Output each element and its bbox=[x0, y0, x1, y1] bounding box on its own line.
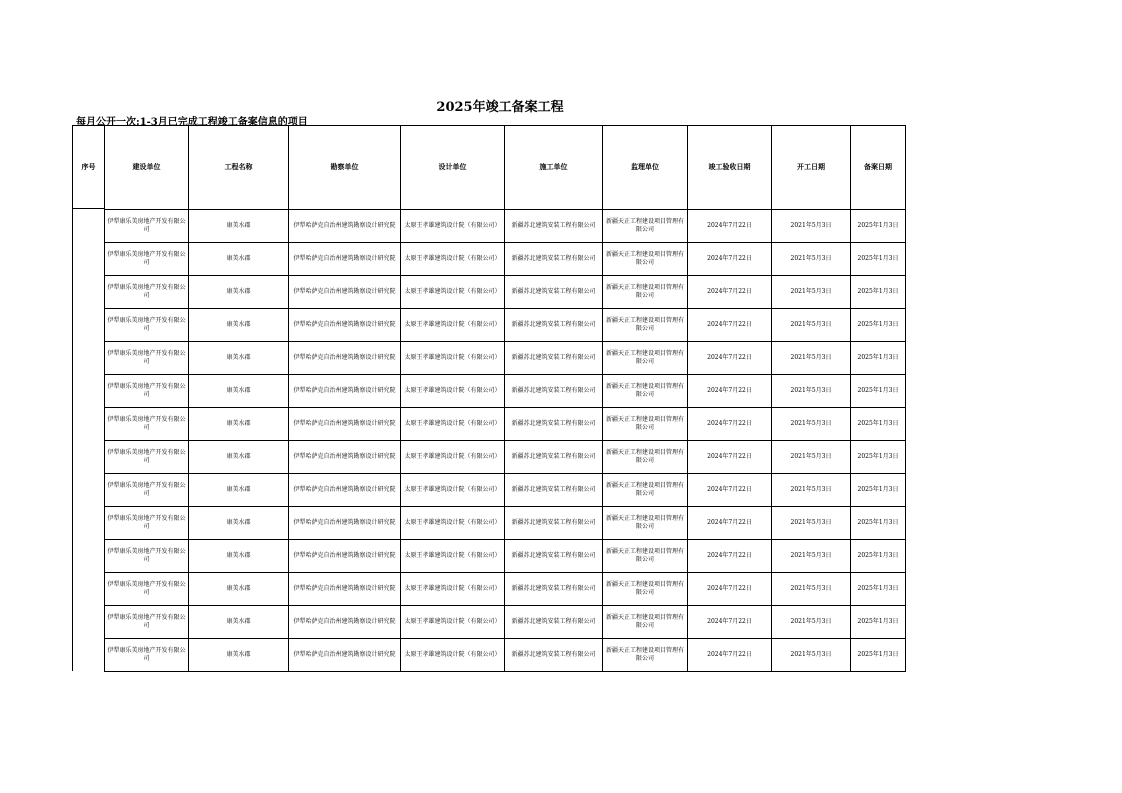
header-construction-unit: 施工单位 bbox=[505, 126, 603, 209]
acceptance-date-cell: 2024年7月22日 bbox=[688, 341, 772, 374]
design-unit-cell: 太原王孝雄建筑设计院（有限公司） bbox=[401, 374, 505, 407]
developer-cell: 伊犁康乐美房地产开发有限公司 bbox=[105, 308, 189, 341]
start-date-cell: 2021年5月3日 bbox=[772, 440, 851, 473]
acceptance-date-cell: 2024年7月22日 bbox=[688, 374, 772, 407]
developer-cell: 伊犁康乐美房地产开发有限公司 bbox=[105, 407, 189, 440]
row-index bbox=[73, 539, 105, 572]
design-unit-cell: 太原王孝雄建筑设计院（有限公司） bbox=[401, 506, 505, 539]
row-index bbox=[73, 275, 105, 308]
construction-unit-cell: 新疆苏北建筑安装工程有限公司 bbox=[505, 275, 603, 308]
project-name-cell: 康美水郡 bbox=[189, 209, 289, 242]
construction-unit-cell: 新疆苏北建筑安装工程有限公司 bbox=[505, 374, 603, 407]
developer-cell: 伊犁康乐美房地产开发有限公司 bbox=[105, 275, 189, 308]
acceptance-date-cell: 2024年7月22日 bbox=[688, 308, 772, 341]
supervision-unit-cell: 新疆天正工程建设项目管理有限公司 bbox=[603, 374, 688, 407]
construction-unit-cell: 新疆苏北建筑安装工程有限公司 bbox=[505, 473, 603, 506]
design-unit-cell: 太原王孝雄建筑设计院（有限公司） bbox=[401, 473, 505, 506]
row-index bbox=[73, 374, 105, 407]
design-unit-cell: 太原王孝雄建筑设计院（有限公司） bbox=[401, 572, 505, 605]
survey-unit-cell: 伊犁哈萨克自治州建筑勘察设计研究院 bbox=[289, 506, 401, 539]
supervision-unit-cell: 新疆天正工程建设项目管理有限公司 bbox=[603, 605, 688, 638]
acceptance-date-cell: 2024年7月22日 bbox=[688, 440, 772, 473]
table-row bbox=[73, 341, 906, 374]
survey-unit-cell: 伊犁哈萨克自治州建筑勘察设计研究院 bbox=[289, 308, 401, 341]
design-unit-cell: 太原王孝雄建筑设计院（有限公司） bbox=[401, 242, 505, 275]
start-date-cell: 2021年5月3日 bbox=[772, 275, 851, 308]
project-name-cell: 康美水郡 bbox=[189, 473, 289, 506]
construction-unit-cell: 新疆苏北建筑安装工程有限公司 bbox=[505, 440, 603, 473]
start-date-cell: 2021年5月3日 bbox=[772, 605, 851, 638]
start-date-cell: 2021年5月3日 bbox=[772, 539, 851, 572]
row-index bbox=[73, 440, 105, 473]
table-row bbox=[73, 242, 906, 275]
survey-unit-cell: 伊犁哈萨克自治州建筑勘察设计研究院 bbox=[289, 374, 401, 407]
project-name-cell: 康美水郡 bbox=[189, 275, 289, 308]
project-name-cell: 康美水郡 bbox=[189, 539, 289, 572]
project-name-cell: 康美水郡 bbox=[189, 308, 289, 341]
survey-unit-cell: 伊犁哈萨克自治州建筑勘察设计研究院 bbox=[289, 638, 401, 671]
filing-date-cell: 2025年1月3日 bbox=[851, 209, 906, 242]
project-name-cell: 康美水郡 bbox=[189, 374, 289, 407]
table-row bbox=[73, 605, 906, 638]
construction-unit-cell: 新疆苏北建筑安装工程有限公司 bbox=[505, 539, 603, 572]
filing-date-cell: 2025年1月3日 bbox=[851, 506, 906, 539]
supervision-unit-cell: 新疆天正工程建设项目管理有限公司 bbox=[603, 209, 688, 242]
row-index bbox=[73, 341, 105, 374]
row-index bbox=[73, 638, 105, 671]
design-unit-cell: 太原王孝雄建筑设计院（有限公司） bbox=[401, 539, 505, 572]
table-row bbox=[73, 539, 906, 572]
start-date-cell: 2021年5月3日 bbox=[772, 572, 851, 605]
design-unit-cell: 太原王孝雄建筑设计院（有限公司） bbox=[401, 308, 505, 341]
developer-cell: 伊犁康乐美房地产开发有限公司 bbox=[105, 209, 189, 242]
row-index bbox=[73, 473, 105, 506]
row-index bbox=[73, 242, 105, 275]
filing-date-cell: 2025年1月3日 bbox=[851, 539, 906, 572]
header-supervision-unit: 监理单位 bbox=[603, 126, 688, 209]
acceptance-date-cell: 2024年7月22日 bbox=[688, 473, 772, 506]
developer-cell: 伊犁康乐美房地产开发有限公司 bbox=[105, 572, 189, 605]
developer-cell: 伊犁康乐美房地产开发有限公司 bbox=[105, 638, 189, 671]
project-name-cell: 康美水郡 bbox=[189, 605, 289, 638]
survey-unit-cell: 伊犁哈萨克自治州建筑勘察设计研究院 bbox=[289, 407, 401, 440]
project-name-cell: 康美水郡 bbox=[189, 506, 289, 539]
header-project-name: 工程名称 bbox=[189, 126, 289, 209]
design-unit-cell: 太原王孝雄建筑设计院（有限公司） bbox=[401, 440, 505, 473]
design-unit-cell: 太原王孝雄建筑设计院（有限公司） bbox=[401, 638, 505, 671]
filing-date-cell: 2025年1月3日 bbox=[851, 341, 906, 374]
project-name-cell: 康美水郡 bbox=[189, 341, 289, 374]
construction-unit-cell: 新疆苏北建筑安装工程有限公司 bbox=[505, 242, 603, 275]
filing-date-cell: 2025年1月3日 bbox=[851, 572, 906, 605]
start-date-cell: 2021年5月3日 bbox=[772, 209, 851, 242]
start-date-cell: 2021年5月3日 bbox=[772, 407, 851, 440]
acceptance-date-cell: 2024年7月22日 bbox=[688, 638, 772, 671]
construction-unit-cell: 新疆苏北建筑安装工程有限公司 bbox=[505, 572, 603, 605]
filing-date-cell: 2025年1月3日 bbox=[851, 638, 906, 671]
acceptance-date-cell: 2024年7月22日 bbox=[688, 506, 772, 539]
start-date-cell: 2021年5月3日 bbox=[772, 308, 851, 341]
row-index bbox=[73, 209, 105, 242]
header-filing-date: 备案日期 bbox=[851, 126, 906, 209]
row-index bbox=[73, 605, 105, 638]
design-unit-cell: 太原王孝雄建筑设计院（有限公司） bbox=[401, 341, 505, 374]
row-index bbox=[73, 506, 105, 539]
row-index bbox=[73, 407, 105, 440]
supervision-unit-cell: 新疆天正工程建设项目管理有限公司 bbox=[603, 473, 688, 506]
design-unit-cell: 太原王孝雄建筑设计院（有限公司） bbox=[401, 209, 505, 242]
supervision-unit-cell: 新疆天正工程建设项目管理有限公司 bbox=[603, 440, 688, 473]
supervision-unit-cell: 新疆天正工程建设项目管理有限公司 bbox=[603, 638, 688, 671]
project-name-cell: 康美水郡 bbox=[189, 407, 289, 440]
developer-cell: 伊犁康乐美房地产开发有限公司 bbox=[105, 605, 189, 638]
design-unit-cell: 太原王孝雄建筑设计院（有限公司） bbox=[401, 407, 505, 440]
acceptance-date-cell: 2024年7月22日 bbox=[688, 242, 772, 275]
construction-unit-cell: 新疆苏北建筑安装工程有限公司 bbox=[505, 407, 603, 440]
header-design-unit: 设计单位 bbox=[401, 126, 505, 209]
header-survey-unit: 勘察单位 bbox=[289, 126, 401, 209]
table-row bbox=[73, 275, 906, 308]
table-row bbox=[73, 506, 906, 539]
header-start-date: 开工日期 bbox=[772, 126, 851, 209]
supervision-unit-cell: 新疆天正工程建设项目管理有限公司 bbox=[603, 506, 688, 539]
filing-date-cell: 2025年1月3日 bbox=[851, 308, 906, 341]
table-row bbox=[73, 572, 906, 605]
table-row bbox=[73, 374, 906, 407]
table-row bbox=[73, 308, 906, 341]
filing-date-cell: 2025年1月3日 bbox=[851, 275, 906, 308]
page-title: 2025年竣工备案工程 bbox=[436, 100, 564, 115]
table-row bbox=[73, 473, 906, 506]
construction-unit-cell: 新疆苏北建筑安装工程有限公司 bbox=[505, 638, 603, 671]
construction-unit-cell: 新疆苏北建筑安装工程有限公司 bbox=[505, 308, 603, 341]
design-unit-cell: 太原王孝雄建筑设计院（有限公司） bbox=[401, 275, 505, 308]
supervision-unit-cell: 新疆天正工程建设项目管理有限公司 bbox=[603, 407, 688, 440]
survey-unit-cell: 伊犁哈萨克自治州建筑勘察设计研究院 bbox=[289, 440, 401, 473]
header-row bbox=[73, 126, 906, 209]
header-acceptance-date: 竣工验收日期 bbox=[688, 126, 772, 209]
project-name-cell: 康美水郡 bbox=[189, 440, 289, 473]
construction-unit-cell: 新疆苏北建筑安装工程有限公司 bbox=[505, 605, 603, 638]
row-index bbox=[73, 308, 105, 341]
filing-date-cell: 2025年1月3日 bbox=[851, 242, 906, 275]
project-name-cell: 康美水郡 bbox=[189, 242, 289, 275]
acceptance-date-cell: 2024年7月22日 bbox=[688, 275, 772, 308]
table-row bbox=[73, 638, 906, 671]
construction-unit-cell: 新疆苏北建筑安装工程有限公司 bbox=[505, 506, 603, 539]
survey-unit-cell: 伊犁哈萨克自治州建筑勘察设计研究院 bbox=[289, 473, 401, 506]
construction-unit-cell: 新疆苏北建筑安装工程有限公司 bbox=[505, 341, 603, 374]
start-date-cell: 2021年5月3日 bbox=[772, 341, 851, 374]
supervision-unit-cell: 新疆天正工程建设项目管理有限公司 bbox=[603, 308, 688, 341]
acceptance-date-cell: 2024年7月22日 bbox=[688, 539, 772, 572]
supervision-unit-cell: 新疆天正工程建设项目管理有限公司 bbox=[603, 275, 688, 308]
developer-cell: 伊犁康乐美房地产开发有限公司 bbox=[105, 440, 189, 473]
header-developer: 建设单位 bbox=[105, 126, 189, 209]
table-row bbox=[73, 407, 906, 440]
row-index bbox=[73, 572, 105, 605]
developer-cell: 伊犁康乐美房地产开发有限公司 bbox=[105, 374, 189, 407]
construction-unit-cell: 新疆苏北建筑安装工程有限公司 bbox=[505, 209, 603, 242]
start-date-cell: 2021年5月3日 bbox=[772, 638, 851, 671]
survey-unit-cell: 伊犁哈萨克自治州建筑勘察设计研究院 bbox=[289, 275, 401, 308]
developer-cell: 伊犁康乐美房地产开发有限公司 bbox=[105, 473, 189, 506]
developer-cell: 伊犁康乐美房地产开发有限公司 bbox=[105, 242, 189, 275]
developer-cell: 伊犁康乐美房地产开发有限公司 bbox=[105, 506, 189, 539]
developer-cell: 伊犁康乐美房地产开发有限公司 bbox=[105, 341, 189, 374]
supervision-unit-cell: 新疆天正工程建设项目管理有限公司 bbox=[603, 242, 688, 275]
table-row bbox=[73, 440, 906, 473]
start-date-cell: 2021年5月3日 bbox=[772, 506, 851, 539]
survey-unit-cell: 伊犁哈萨克自治州建筑勘察设计研究院 bbox=[289, 209, 401, 242]
acceptance-date-cell: 2024年7月22日 bbox=[688, 407, 772, 440]
start-date-cell: 2021年5月3日 bbox=[772, 374, 851, 407]
header-index: 序号 bbox=[73, 126, 105, 209]
survey-unit-cell: 伊犁哈萨克自治州建筑勘察设计研究院 bbox=[289, 341, 401, 374]
acceptance-date-cell: 2024年7月22日 bbox=[688, 572, 772, 605]
design-unit-cell: 太原王孝雄建筑设计院（有限公司） bbox=[401, 605, 505, 638]
supervision-unit-cell: 新疆天正工程建设项目管理有限公司 bbox=[603, 341, 688, 374]
survey-unit-cell: 伊犁哈萨克自治州建筑勘察设计研究院 bbox=[289, 242, 401, 275]
filing-date-cell: 2025年1月3日 bbox=[851, 473, 906, 506]
page-subtitle: 每月公开一次:1-3月已完成工程竣工备案信息的项目 bbox=[76, 117, 308, 128]
project-name-cell: 康美水郡 bbox=[189, 638, 289, 671]
acceptance-date-cell: 2024年7月22日 bbox=[688, 605, 772, 638]
start-date-cell: 2021年5月3日 bbox=[772, 242, 851, 275]
records-table bbox=[72, 125, 906, 672]
filing-date-cell: 2025年1月3日 bbox=[851, 440, 906, 473]
supervision-unit-cell: 新疆天正工程建设项目管理有限公司 bbox=[603, 539, 688, 572]
project-name-cell: 康美水郡 bbox=[189, 572, 289, 605]
filing-date-cell: 2025年1月3日 bbox=[851, 407, 906, 440]
table-row bbox=[73, 209, 906, 242]
survey-unit-cell: 伊犁哈萨克自治州建筑勘察设计研究院 bbox=[289, 572, 401, 605]
start-date-cell: 2021年5月3日 bbox=[772, 473, 851, 506]
survey-unit-cell: 伊犁哈萨克自治州建筑勘察设计研究院 bbox=[289, 539, 401, 572]
supervision-unit-cell: 新疆天正工程建设项目管理有限公司 bbox=[603, 572, 688, 605]
developer-cell: 伊犁康乐美房地产开发有限公司 bbox=[105, 539, 189, 572]
survey-unit-cell: 伊犁哈萨克自治州建筑勘察设计研究院 bbox=[289, 605, 401, 638]
acceptance-date-cell: 2024年7月22日 bbox=[688, 209, 772, 242]
filing-date-cell: 2025年1月3日 bbox=[851, 374, 906, 407]
filing-date-cell: 2025年1月3日 bbox=[851, 605, 906, 638]
